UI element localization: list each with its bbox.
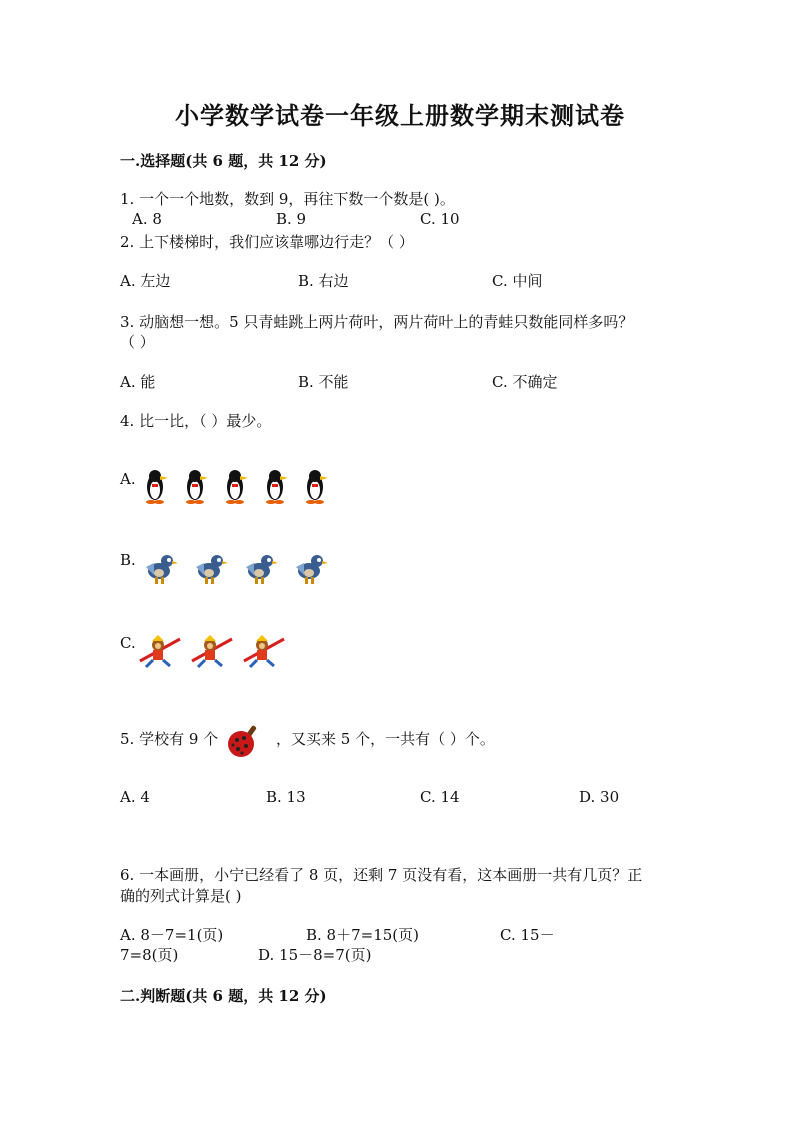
penguin-icon <box>258 467 292 505</box>
q1-option-a: A. 8 <box>132 210 162 228</box>
q3-option-b: B. 不能 <box>298 373 349 391</box>
monkey-king-icon <box>190 631 234 669</box>
q3-option-a: A. 能 <box>120 373 156 391</box>
penguin-icon <box>298 467 332 505</box>
question-3-text-line1: 3. 动脑想一想。5 只青蛙跳上两片荷叶，两片荷叶上的青蛙只数能同样多吗？ <box>120 313 634 331</box>
q1-option-b: B. 9 <box>276 210 307 228</box>
penguin-icon <box>138 467 172 505</box>
bird-icon <box>190 549 228 587</box>
question-6-text-line1: 6. 一本画册，小宁已经看了 8 页，还剩 7 页没有看，这本画册一共有几页？正 <box>120 866 643 884</box>
q6-option-b: B. 8＋7=15(页) <box>306 926 420 944</box>
section-heading-choice: 一.选择题(共 6 题，共 12 分) <box>120 152 327 170</box>
monkey-king-icon <box>242 631 286 669</box>
ping-pong-paddle-icon <box>224 722 262 760</box>
q4-option-a-pictures <box>138 466 332 506</box>
q4-option-c-label: C. <box>120 634 136 652</box>
question-2-text: 2. 上下楼梯时，我们应该靠哪边行走？（ ） <box>120 233 414 251</box>
question-5-text-before: 5. 学校有 9 个 <box>120 730 219 748</box>
q4-option-b-label: B. <box>120 551 136 569</box>
question-6-text-line2: 确的列式计算是( ) <box>120 887 242 905</box>
question-3-text-line2: （ ） <box>120 333 155 351</box>
q5-option-a: A. 4 <box>120 788 150 806</box>
bird-icon <box>140 549 178 587</box>
q4-option-b-pictures <box>140 548 328 588</box>
q6-option-d: D. 15－8=7(页) <box>258 946 372 964</box>
q3-option-c: C. 不确定 <box>492 373 558 391</box>
bird-icon <box>290 549 328 587</box>
section-heading-true-false: 二.判断题(共 6 题，共 12 分) <box>120 987 327 1005</box>
q4-option-c-pictures <box>138 630 286 670</box>
q6-option-c-part1: C. 15－ <box>500 926 555 944</box>
q2-option-a: A. 左边 <box>120 272 171 290</box>
q4-option-a-label: A. <box>120 470 136 488</box>
penguin-icon <box>218 467 252 505</box>
q6-option-a: A. 8－7=1(页) <box>120 926 224 944</box>
bird-icon <box>240 549 278 587</box>
q6-option-c-part2: 7=8(页) <box>120 946 179 964</box>
penguin-icon <box>178 467 212 505</box>
question-1-text: 1. 一个一个地数，数到 9，再往下数一个数是( )。 <box>120 190 455 208</box>
monkey-king-icon <box>138 631 182 669</box>
q2-option-b: B. 右边 <box>298 272 349 290</box>
question-4-text: 4. 比一比，（ ）最少。 <box>120 412 272 430</box>
q2-option-c: C. 中间 <box>492 272 543 290</box>
q5-option-b: B. 13 <box>266 788 306 806</box>
q1-option-c: C. 10 <box>420 210 460 228</box>
question-5-text-after: ，又买来 5 个，一共有（ ）个。 <box>276 730 495 748</box>
q5-option-c: C. 14 <box>420 788 460 806</box>
q5-option-d: D. 30 <box>579 788 620 806</box>
page-title: 小学数学试卷一年级上册数学期末测试卷 <box>175 101 625 130</box>
